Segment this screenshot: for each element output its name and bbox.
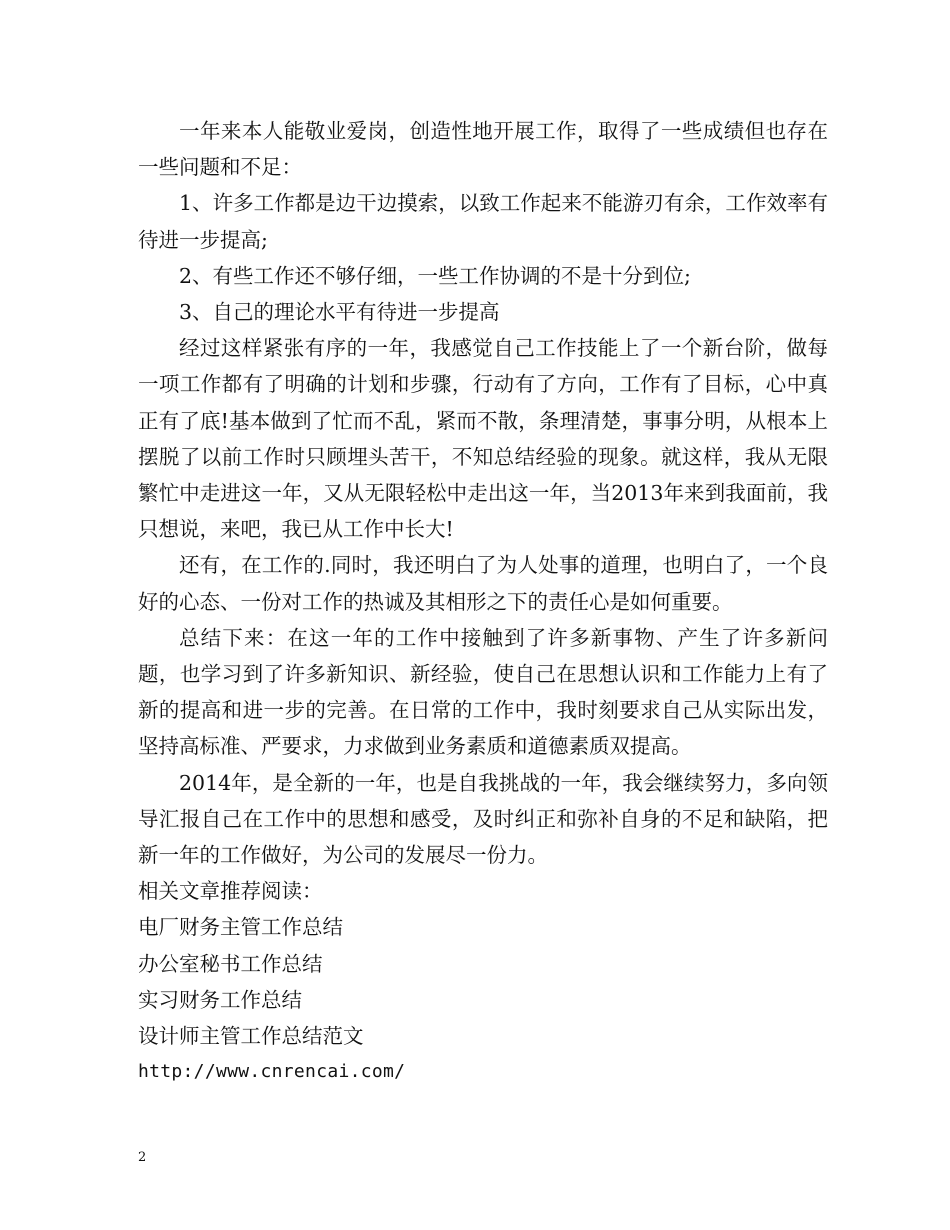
paragraph-new-year: 2014年，是全新的一年，也是自我挑战的一年，我会继续努力，多向领导汇报自己在工作中的思想和感受，及时纠正和弥补自身的不足和缺陷，把新一年的工作做好，为公司的发展尽一份力。 bbox=[138, 770, 828, 868]
paragraph-year-reflection: 经过这样紧张有序的一年，我感觉自己工作技能上了一个新台阶，做每一项工作都有了明确的计划和步骤，行动有了方向，工作有了目标，心中真正有了底!基本做到了忙而不乱，紧而不散，条理清楚，事事分明，从根本上摆脱了以前工作时只顾埋头苦干，不知总结经验的现象。就这样，我从无限繁忙中走进这一年，又从无限轻松中走出这一年，当2013年来到我面前，我只想说，来吧，我已从工作中长大! bbox=[138, 336, 828, 542]
document-body bbox=[138, 113, 828, 1090]
related-articles-heading: 相关文章推荐阅读： bbox=[138, 879, 323, 904]
paragraph-attitude: 还有，在工作的.同时，我还明白了为人处事的道理，也明白了，一个良好的心态、一份对工作的热诚及其相形之下的责任心是如何重要。 bbox=[138, 553, 828, 614]
page-number: 2 bbox=[138, 1150, 147, 1165]
related-article-link[interactable]: 设计师主管工作总结范文 bbox=[138, 1024, 364, 1049]
paragraph-summary-intro: 一年来本人能敬业爱岗，创造性地开展工作，取得了一些成绩但也存在一些问题和不足： bbox=[138, 119, 828, 180]
related-article-link[interactable]: 实习财务工作总结 bbox=[138, 987, 302, 1012]
related-article-link[interactable]: 办公室秘书工作总结 bbox=[138, 951, 323, 976]
related-article-link[interactable]: 电厂财务主管工作总结 bbox=[138, 915, 343, 940]
paragraph-issue-1: 1、许多工作都是边干边摸索，以致工作起来不能游刃有余，工作效率有待进一步提高; bbox=[138, 191, 828, 252]
paragraph-issue-2: 2、有些工作还不够仔细，一些工作协调的不是十分到位; bbox=[179, 263, 691, 288]
source-url[interactable]: http://www.cnrencai.com/ bbox=[138, 1061, 406, 1083]
paragraph-conclusion: 总结下来：在这一年的工作中接触到了许多新事物、产生了许多新问题，也学习到了许多新知识、新经验，使自己在思想认识和工作能力上有了新的提高和进一步的完善。在日常的工作中，我时刻要求自己从实际出发，坚持高标准、严要求，力求做到业务素质和道德素质双提高。 bbox=[138, 625, 828, 759]
paragraph-issue-3: 3、自己的理论水平有待进一步提高 bbox=[179, 300, 500, 325]
